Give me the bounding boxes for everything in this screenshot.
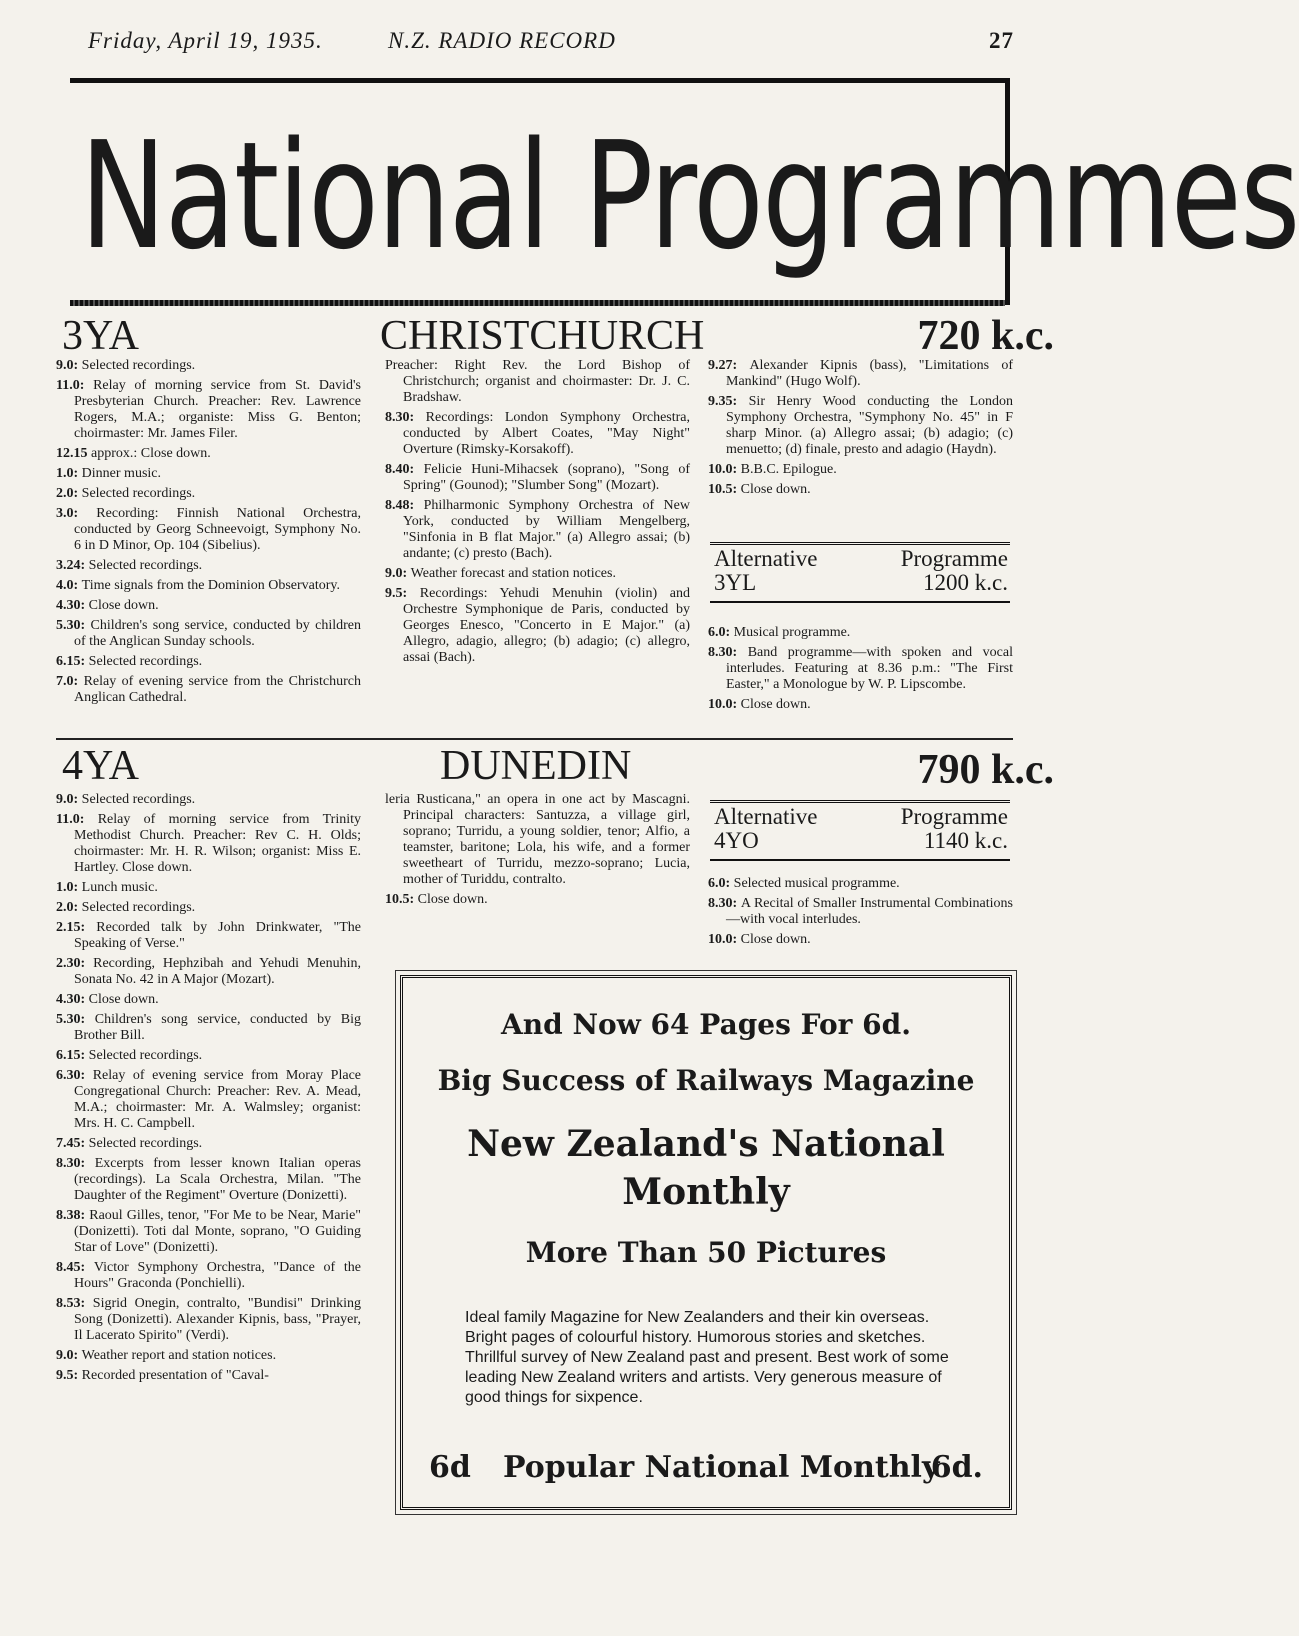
programme-text: Close down. — [88, 992, 159, 1007]
programme-time: 10.0: — [708, 462, 741, 477]
programme-column — [385, 358, 690, 670]
programme-item — [708, 932, 1013, 948]
programme-item — [708, 697, 1013, 713]
magazine-advertisement — [400, 975, 1012, 1510]
programme-text: Felicie Huni-Mihacsek (soprano), "Song of Spring" (Gounod); "Slumber Song" (Mozart). — [403, 462, 691, 493]
programme-item — [56, 1048, 361, 1064]
programme-item — [56, 618, 361, 650]
programme-item — [385, 462, 690, 494]
programme-time: 4.0: — [56, 578, 82, 593]
banner-frame — [70, 78, 1299, 305]
running-header — [88, 28, 1014, 58]
programme-text: Close down. — [740, 932, 811, 947]
alternative-programme-box — [710, 800, 1010, 861]
programme-time: 8.45: — [56, 1260, 94, 1275]
programme-time: 1.0: — [56, 880, 82, 895]
programme-time: 6.30: — [56, 1068, 93, 1083]
programme-text: Selected recordings. — [81, 486, 196, 501]
programme-time: 9.0: — [56, 792, 82, 807]
programme-item — [708, 645, 1013, 693]
programme-item — [56, 598, 361, 614]
programme-column — [56, 358, 361, 710]
alt-label: Alternative — [714, 546, 818, 571]
programme-time: 9.5: — [385, 586, 420, 601]
programme-text: Selected recordings. — [88, 1048, 203, 1063]
programme-item — [708, 394, 1013, 458]
alt-callsign: 3YL — [714, 570, 757, 595]
alt-callsign: 4YO — [714, 828, 759, 853]
programme-item — [385, 358, 690, 406]
programme-item — [56, 1348, 361, 1364]
programme-time: 10.0: — [708, 697, 741, 712]
station-callsign: 3YA — [62, 313, 140, 359]
programme-time: 11.0: — [56, 812, 98, 827]
programme-text: Children's song service, conducted by children of the Anglican Sunday schools. — [74, 618, 361, 649]
programme-time: 7.0: — [56, 674, 84, 689]
programme-text: A Recital of Smaller Instrumental Combinations—with vocal interludes. — [726, 896, 1013, 927]
programme-time: 10.5: — [708, 482, 741, 497]
programme-time: 8.30: — [56, 1156, 95, 1171]
programme-item — [708, 462, 1013, 478]
programme-text: Relay of morning service from Trinity Methodist Church. Preacher: Rev C. H. Olds; choirmaster: Mr. H. R. Wilson; organist: Miss E. Hartley. Close down. — [74, 812, 361, 875]
programme-item — [708, 625, 1013, 641]
alt-label: Alternative — [714, 804, 818, 829]
programme-text: Close down. — [740, 482, 811, 497]
programme-text: Close down. — [417, 892, 488, 907]
programme-time: 6.0: — [708, 625, 734, 640]
programme-item — [56, 956, 361, 988]
ad-title: New Zealand's National — [467, 1123, 945, 1165]
station-frequency: 790 k.c. — [917, 747, 1054, 793]
programme-text: Band programme—with spoken and vocal interludes. Featuring at 8.36 p.m.: "The First Easter," a Monologue by W. P. Lipscombe. — [726, 645, 1013, 692]
programme-column — [385, 792, 690, 912]
programme-text: Children's song service, conducted by Big Brother Bill. — [74, 1012, 361, 1043]
programme-item — [56, 1068, 361, 1132]
programme-item — [56, 880, 361, 896]
publication-name: N.Z. RADIO RECORD — [388, 28, 616, 53]
programme-text: Alexander Kipnis (bass), "Limitations of Mankind" (Hugo Wolf). — [726, 358, 1013, 389]
programme-item — [56, 1156, 361, 1204]
programme-text: approx.: Close down. — [91, 446, 211, 461]
programme-text: Musical programme. — [733, 625, 851, 640]
alt-word: Programme — [900, 546, 1008, 571]
programme-item — [708, 876, 1013, 892]
programme-time: 4.30: — [56, 992, 89, 1007]
programme-item — [56, 654, 361, 670]
programme-item — [385, 586, 690, 666]
ad-price-right: 6d. — [930, 1450, 983, 1485]
programme-time: 8.30: — [708, 896, 741, 911]
banner-title: National Programmes — [80, 110, 1299, 282]
programme-item — [56, 920, 361, 952]
programme-text: Recording, Hephzibah and Yehudi Menuhin, Sonata No. 42 in A Major (Mozart). — [74, 956, 361, 987]
programme-text: Relay of morning service from St. David's Presbyterian Church. Preacher: Rev. Lawrence Rogers, M.A.; organiste: Miss G. Benton; choirmaster: Mr. James Filer. — [74, 378, 362, 441]
programme-item — [56, 1260, 361, 1292]
programme-item — [56, 1136, 361, 1152]
programme-time: 9.0: — [56, 1348, 82, 1363]
programme-time: 6.15: — [56, 654, 89, 669]
programme-item — [56, 900, 361, 916]
programme-text: Selected recordings. — [88, 654, 203, 669]
programme-time: 2.0: — [56, 486, 82, 501]
ad-subheadline: Big Success of Railways Magazine — [437, 1064, 975, 1097]
programme-time: 9.0: — [385, 566, 411, 581]
programme-time: 9.27: — [708, 358, 750, 373]
programme-item — [56, 358, 361, 374]
programme-time: 3.24: — [56, 558, 89, 573]
programme-text: Selected recordings. — [88, 558, 203, 573]
programme-text: Relay of evening service from Moray Place Congregational Church: Preacher: Rev. A. Mead, M.A.; choirmaster: Mr. A. Walmsley; organist: Mrs. H. C. Campbell. — [74, 1068, 361, 1131]
programme-text: Recordings: London Symphony Orchestra, conducted by Albert Coates, "May Night" Overture (Rimsky-Korsakoff). — [403, 410, 690, 457]
programme-text: Selected musical programme. — [733, 876, 900, 891]
programme-item — [56, 558, 361, 574]
programme-time: 9.5: — [56, 1368, 82, 1383]
ad-body-text: Ideal family Magazine for New Zealanders and their kin overseas. Bright pages of colourful history. Humorous stories and sketches. Thrillful survey of New Zealand past and present. Best work of some leading New Zealand writers and artists. Very generous measure of good things for sixpence. — [465, 1309, 949, 1406]
section-divider — [56, 738, 1013, 740]
programme-time: 5.30: — [56, 618, 91, 633]
programme-text: Recorded talk by John Drinkwater, "The Speaking of Verse." — [74, 920, 361, 951]
programme-item — [56, 992, 361, 1008]
programme-item — [708, 482, 1013, 498]
programme-item — [56, 466, 361, 482]
programme-time: 8.40: — [385, 462, 424, 477]
programme-text: Victor Symphony Orchestra, "Dance of the Hours" Graconda (Ponchielli). — [74, 1260, 361, 1291]
programme-item — [56, 578, 361, 594]
programme-time: 11.0: — [56, 378, 94, 393]
programme-item — [56, 1012, 361, 1044]
programme-item — [56, 812, 361, 876]
programme-item — [385, 498, 690, 562]
programme-text: Recorded presentation of "Caval- — [81, 1368, 269, 1383]
programme-text: Sigrid Onegin, contralto, "Bundisi" Drinking Song (Donizetti). Alexander Kipnis, bass, "Prayer, Il Lacerato Spirito" (Verdi). — [74, 1296, 361, 1343]
programme-time: 5.30: — [56, 1012, 95, 1027]
programme-item — [56, 378, 361, 442]
programme-time: 1.0: — [56, 466, 82, 481]
programme-time: 9.35: — [708, 394, 749, 409]
programme-text: Selected recordings. — [88, 1136, 203, 1151]
programme-text: Dinner music. — [81, 466, 161, 481]
station-city: DUNEDIN — [440, 743, 632, 789]
programme-time: 2.15: — [56, 920, 97, 935]
programme-time: 6.0: — [708, 876, 734, 891]
programme-time: 6.15: — [56, 1048, 89, 1063]
programme-text: Close down. — [740, 697, 811, 712]
programme-text: Selected recordings. — [81, 358, 196, 373]
programme-item — [56, 674, 361, 706]
station-frequency: 720 k.c. — [917, 313, 1054, 359]
programme-item — [385, 566, 690, 582]
programme-text: B.B.C. Epilogue. — [740, 462, 837, 477]
programme-text: Recordings: Yehudi Menuhin (violin) and Orchestre Symphonique de Paris, conducted by Georges Enesco, "Concerto in E Major." (a) Allegro, adagio, allegro; (b) adagio; (c) allegro, assai (Bach). — [403, 586, 690, 665]
alt-frequency: 1200 k.c. — [923, 570, 1008, 595]
alternative-programme-list — [708, 876, 1013, 952]
programme-time: 8.30: — [385, 410, 426, 425]
programme-text: Time signals from the Dominion Observatory. — [81, 578, 341, 593]
programme-item — [708, 896, 1013, 928]
programme-text: Preacher: Right Rev. the Lord Bishop of Christchurch; organist and choirmaster: Dr. J. C. Bradshaw. — [385, 358, 690, 405]
programme-item — [56, 1296, 361, 1344]
programme-time: 2.30: — [56, 956, 94, 971]
ad-headline: And Now 64 Pages For 6d. — [501, 1008, 911, 1041]
alternative-programme-box — [710, 542, 1010, 603]
ad-title-continued: Monthly — [622, 1171, 790, 1213]
station-city: CHRISTCHURCH — [380, 313, 705, 359]
programme-item — [385, 792, 690, 888]
station-callsign: 4YA — [62, 743, 140, 789]
programme-text: Selected recordings. — [81, 792, 196, 807]
page-number: 27 — [989, 28, 1014, 53]
programme-text: Sir Henry Wood conducting the London Symphony Orchestra, "Symphony No. 45" in F sharp Minor. (a) Allegro assai; (b) adagio; (c) menuetto; (d) finale, presto and adagio (Haydn). — [726, 394, 1013, 457]
programme-time: 2.0: — [56, 900, 82, 915]
programme-text: Relay of evening service from the Christchurch Anglican Cathedral. — [74, 674, 361, 705]
programme-item — [56, 506, 361, 554]
programme-time: 7.45: — [56, 1136, 89, 1151]
programme-time: 12.15 — [56, 446, 91, 461]
alternative-programme-list — [708, 625, 1013, 717]
programme-text: Close down. — [88, 598, 159, 613]
programme-column — [56, 792, 361, 1388]
programme-item — [56, 486, 361, 502]
programme-item — [708, 358, 1013, 390]
ad-price-left: 6d — [429, 1450, 471, 1485]
ad-footer-title: Popular National Monthly — [503, 1450, 940, 1485]
programme-text: Excerpts from lesser known Italian operas (recordings). La Scala Orchestra, Milan. "The Daughter of the Regiment" Overture (Donizetti). — [74, 1156, 361, 1203]
programme-item — [385, 410, 690, 458]
programme-time: 3.0: — [56, 506, 97, 521]
programme-time: 8.53: — [56, 1296, 93, 1311]
programme-column — [708, 358, 1013, 502]
programme-text: Recording: Finnish National Orchestra, conducted by Georg Schneevoigt, Symphony No. 6 in D Minor, Op. 104 (Sibelius). — [74, 506, 362, 553]
programme-text: Lunch music. — [81, 880, 158, 895]
alt-word: Programme — [900, 804, 1008, 829]
programme-text: leria Rusticana," an opera in one act by Mascagni. Principal characters: Santuzza, a village girl, soprano; Turridu, a young soldier, tenor; Alfio, a teamster, baritone; Lola, his wife, and a former sweetheart of Turridu, mezzo-soprano; Lucia, mother of Turiddu, contralto. — [385, 792, 690, 887]
programme-time: 10.0: — [708, 932, 741, 947]
programme-text: Weather report and station notices. — [81, 1348, 277, 1363]
issue-date: Friday, April 19, 1935. — [88, 28, 323, 53]
programme-time: 8.38: — [56, 1208, 90, 1223]
programme-item — [385, 892, 690, 908]
programme-text: Raoul Gilles, tenor, "For Me to be Near, Marie" (Donizetti). Toti dal Monte, soprano, "O Guiding Star of Love" (Donizetti). — [74, 1208, 361, 1255]
programme-time: 9.0: — [56, 358, 82, 373]
programme-time: 8.48: — [385, 498, 424, 513]
ad-tagline: More Than 50 Pictures — [525, 1236, 887, 1269]
alt-frequency: 1140 k.c. — [923, 828, 1008, 853]
programme-item — [56, 792, 361, 808]
programme-item — [56, 1208, 361, 1256]
programme-item — [56, 1368, 361, 1384]
programme-time: 4.30: — [56, 598, 89, 613]
programme-time: 10.5: — [385, 892, 418, 907]
programme-item — [56, 446, 361, 462]
programme-text: Selected recordings. — [81, 900, 196, 915]
programme-time: 8.30: — [708, 645, 748, 660]
programme-text: Weather forecast and station notices. — [410, 566, 616, 581]
programme-text: Philharmonic Symphony Orchestra of New York, conducted by William Mengelberg, "Sinfonia in B flat Major." (a) Allegro assai; (b) andante; (c) presto (Bach). — [403, 498, 690, 561]
banner-rule — [70, 300, 1005, 306]
